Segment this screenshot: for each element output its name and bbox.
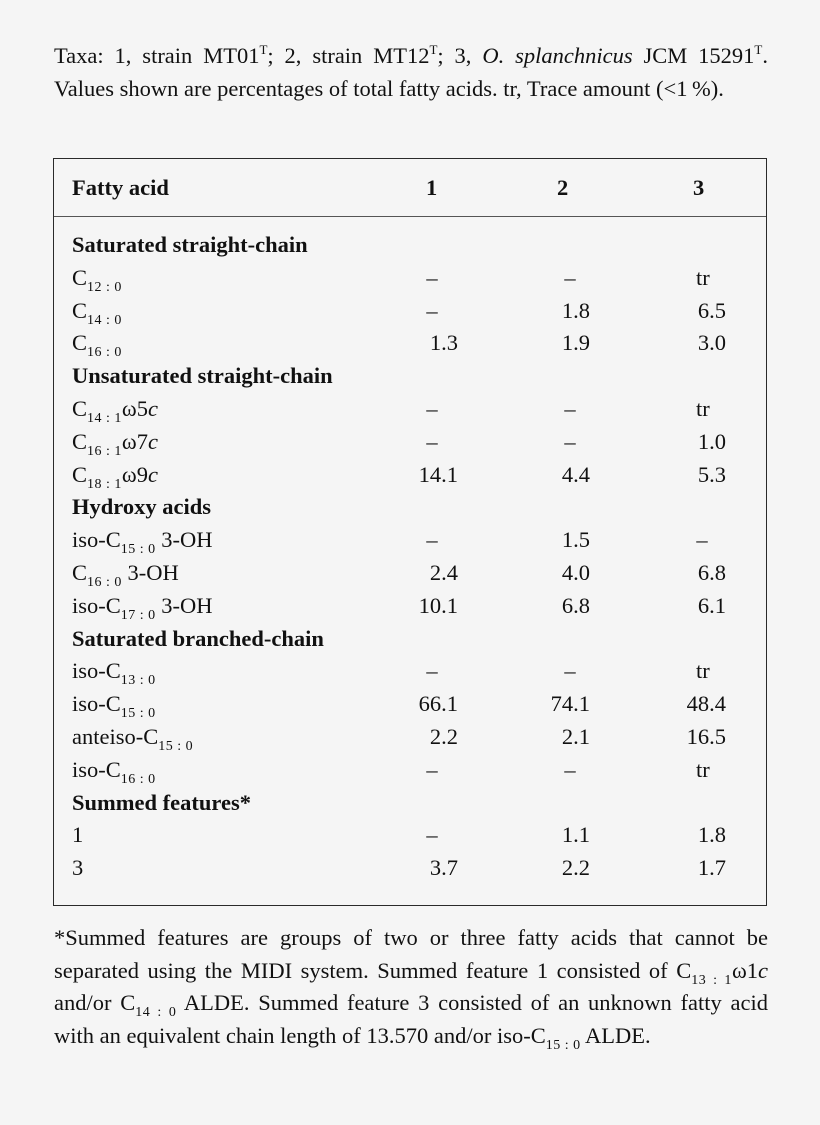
caption-text: ; 3, bbox=[437, 43, 483, 68]
section-header-row bbox=[54, 787, 766, 820]
chain-subscript: 16 : 0 bbox=[87, 345, 122, 361]
value-taxon-1: – bbox=[426, 527, 438, 553]
chain-subscript: 16 : 0 bbox=[120, 771, 156, 787]
subscript: 14 : 0 bbox=[135, 1005, 177, 1020]
fatty-acid-name bbox=[72, 557, 179, 589]
isomer-italic: c bbox=[147, 395, 158, 421]
chain-subscript: 14 : 0 bbox=[87, 312, 122, 328]
value-taxon-1: – bbox=[426, 756, 438, 782]
table-row bbox=[54, 459, 766, 492]
name-prefix: iso-C bbox=[72, 527, 121, 553]
value-taxon-3: 1.8 bbox=[697, 822, 726, 848]
value-taxon-3: tr bbox=[696, 264, 710, 290]
value-taxon-3: 1.0 bbox=[697, 428, 726, 454]
name-prefix: C bbox=[72, 297, 88, 323]
value-taxon-3: 6.5 bbox=[697, 297, 726, 323]
section-header-row bbox=[54, 491, 766, 524]
value-taxon-2: 74.1 bbox=[550, 691, 590, 717]
isomer-italic: c bbox=[147, 461, 158, 487]
table-header bbox=[54, 159, 766, 217]
section-header-row bbox=[54, 623, 766, 656]
name-prefix: C bbox=[72, 461, 88, 487]
section-header-row bbox=[54, 229, 766, 262]
name-suffix: 3-OH bbox=[121, 559, 179, 585]
footnote-text: ALDE. bbox=[580, 1022, 651, 1048]
value-taxon-2: – bbox=[564, 264, 576, 290]
footnote-text: and/or C bbox=[54, 990, 136, 1015]
value-taxon-1: 2.2 bbox=[429, 723, 458, 749]
type-strain-superscript: T bbox=[259, 42, 268, 57]
value-taxon-3: 6.1 bbox=[697, 592, 726, 618]
footnote-text: *Summed features are groups of two or three fatty acids that cannot be separated using the MIDI system. Summed feature 1 consisted of C bbox=[54, 925, 768, 983]
value-taxon-3: 48.4 bbox=[686, 691, 726, 717]
name-prefix: 1 bbox=[72, 822, 84, 848]
value-taxon-1: 3.7 bbox=[429, 855, 458, 881]
value-taxon-2: 4.0 bbox=[561, 559, 590, 585]
type-strain-superscript: T bbox=[754, 42, 763, 57]
fatty-acid-name bbox=[72, 721, 193, 753]
section-header-row bbox=[54, 360, 766, 393]
value-taxon-1: 1.3 bbox=[429, 330, 458, 356]
name-suffix: ω7 bbox=[121, 428, 148, 454]
caption-text: Taxa: 1, strain MT01 bbox=[54, 43, 260, 68]
fatty-acid-table bbox=[53, 158, 767, 906]
value-taxon-1: – bbox=[426, 264, 438, 290]
value-taxon-1: – bbox=[426, 822, 438, 848]
isomer-italic: c bbox=[147, 428, 158, 454]
value-taxon-3: tr bbox=[696, 658, 710, 684]
table-row bbox=[54, 754, 766, 787]
chain-subscript: 15 : 0 bbox=[120, 706, 156, 722]
value-taxon-2: 1.1 bbox=[561, 822, 590, 848]
fatty-acid-name bbox=[72, 688, 156, 720]
value-taxon-3: tr bbox=[696, 395, 710, 421]
value-taxon-1: – bbox=[426, 428, 438, 454]
value-taxon-1: – bbox=[426, 297, 438, 323]
value-taxon-2: – bbox=[564, 395, 576, 421]
value-taxon-2: 6.8 bbox=[561, 592, 590, 618]
name-suffix: ω9 bbox=[121, 461, 148, 487]
table-body bbox=[54, 229, 766, 885]
fatty-acid-name bbox=[72, 426, 158, 458]
type-strain-superscript: T bbox=[429, 42, 438, 57]
value-taxon-2: – bbox=[564, 658, 576, 684]
section-title: Saturated branched-chain bbox=[72, 625, 324, 651]
table-row bbox=[54, 721, 766, 754]
value-taxon-3: 3.0 bbox=[697, 330, 726, 356]
fatty-acid-name bbox=[72, 754, 156, 786]
value-taxon-1: 10.1 bbox=[418, 592, 458, 618]
fatty-acid-name bbox=[72, 262, 122, 294]
value-taxon-1: 2.4 bbox=[429, 559, 458, 585]
subscript: 15 : 0 bbox=[545, 1037, 581, 1053]
caption-text: JCM 15291 bbox=[632, 43, 755, 68]
name-prefix: iso-C bbox=[72, 592, 121, 618]
name-prefix: iso-C bbox=[72, 756, 121, 782]
fatty-acid-name bbox=[72, 590, 213, 622]
name-suffix: ω5 bbox=[121, 395, 148, 421]
fatty-acid-name bbox=[72, 524, 213, 556]
header-taxon-1: 1 bbox=[426, 175, 438, 200]
name-prefix: C bbox=[72, 395, 88, 421]
value-taxon-2: 1.5 bbox=[561, 527, 590, 553]
table-row bbox=[54, 524, 766, 557]
table-row bbox=[54, 590, 766, 623]
name-prefix: C bbox=[72, 330, 88, 356]
value-taxon-1: 66.1 bbox=[418, 691, 458, 717]
name-prefix: C bbox=[72, 264, 88, 290]
name-prefix: anteiso-C bbox=[72, 723, 159, 749]
table-row bbox=[54, 327, 766, 360]
value-taxon-3: 16.5 bbox=[686, 723, 726, 749]
chain-subscript: 18 : 1 bbox=[87, 476, 122, 492]
chain-subscript: 15 : 0 bbox=[158, 738, 194, 754]
footnote-text: ALDE. Summed feature 3 consisted of an unknown fatty acid with an equivalent chain length of 13.570 and/or iso-C bbox=[54, 990, 768, 1048]
value-taxon-3: tr bbox=[696, 756, 710, 782]
footnote-text: ω1 bbox=[731, 957, 758, 983]
chain-subscript: 15 : 0 bbox=[120, 542, 156, 558]
table-row bbox=[54, 819, 766, 852]
section-title: Saturated straight-chain bbox=[72, 232, 308, 257]
fatty-acid-name bbox=[72, 819, 83, 851]
chain-subscript: 14 : 1 bbox=[87, 410, 122, 426]
value-taxon-2: 2.2 bbox=[561, 855, 590, 881]
fatty-acid-name bbox=[72, 852, 83, 884]
table-row bbox=[54, 557, 766, 590]
name-suffix: 3-OH bbox=[155, 527, 213, 553]
table-row bbox=[54, 426, 766, 459]
value-taxon-2: – bbox=[564, 428, 576, 454]
value-taxon-2: 2.1 bbox=[561, 723, 590, 749]
caption-text: . Values shown are percentages of total fatty acids. tr, Trace amount (<1 %). bbox=[54, 43, 768, 101]
value-taxon-2: 1.8 bbox=[561, 297, 590, 323]
chain-subscript: 12 : 0 bbox=[87, 279, 122, 295]
value-taxon-3: 6.8 bbox=[697, 559, 726, 585]
name-prefix: C bbox=[72, 428, 88, 454]
fatty-acid-name bbox=[72, 327, 122, 359]
value-taxon-3: 5.3 bbox=[697, 461, 726, 487]
name-suffix: 3-OH bbox=[155, 592, 213, 618]
section-title: Hydroxy acids bbox=[72, 494, 211, 520]
fatty-acid-name bbox=[72, 295, 122, 327]
name-prefix: 3 bbox=[72, 855, 84, 881]
chain-subscript: 13 : 0 bbox=[120, 673, 156, 689]
caption-text: ; 2, strain MT12 bbox=[267, 43, 430, 68]
name-prefix: iso-C bbox=[72, 658, 121, 684]
section-title: Summed features* bbox=[72, 789, 251, 815]
table-row bbox=[54, 393, 766, 426]
value-taxon-2: 4.4 bbox=[561, 461, 590, 487]
species-name: O. splanchnicus bbox=[482, 43, 633, 68]
section-title: Unsaturated straight-chain bbox=[72, 363, 333, 389]
value-taxon-1: – bbox=[426, 395, 438, 421]
chain-subscript: 17 : 0 bbox=[120, 607, 156, 623]
value-taxon-2: 1.9 bbox=[561, 330, 590, 356]
italic-text: c bbox=[758, 957, 768, 983]
value-taxon-1: – bbox=[426, 658, 438, 684]
table-row bbox=[54, 655, 766, 688]
value-taxon-3: – bbox=[696, 527, 708, 553]
subscript: 13 : 1 bbox=[691, 972, 732, 988]
table-row bbox=[54, 852, 766, 885]
header-fatty-acid: Fatty acid bbox=[72, 175, 169, 200]
table-footnote bbox=[54, 922, 768, 1052]
fatty-acid-name bbox=[72, 393, 158, 425]
table-row bbox=[54, 295, 766, 328]
chain-subscript: 16 : 0 bbox=[87, 574, 122, 590]
header-taxon-2: 2 bbox=[557, 175, 569, 200]
table-row bbox=[54, 262, 766, 295]
table-caption bbox=[54, 40, 768, 105]
fatty-acid-name bbox=[72, 459, 158, 491]
fatty-acid-name bbox=[72, 655, 156, 687]
name-prefix: iso-C bbox=[72, 691, 121, 717]
value-taxon-1: 14.1 bbox=[418, 461, 458, 487]
name-prefix: C bbox=[72, 559, 88, 585]
value-taxon-2: – bbox=[564, 756, 576, 782]
value-taxon-3: 1.7 bbox=[697, 855, 726, 881]
table-row bbox=[54, 688, 766, 721]
chain-subscript: 16 : 1 bbox=[87, 443, 122, 459]
header-taxon-3: 3 bbox=[693, 175, 705, 200]
